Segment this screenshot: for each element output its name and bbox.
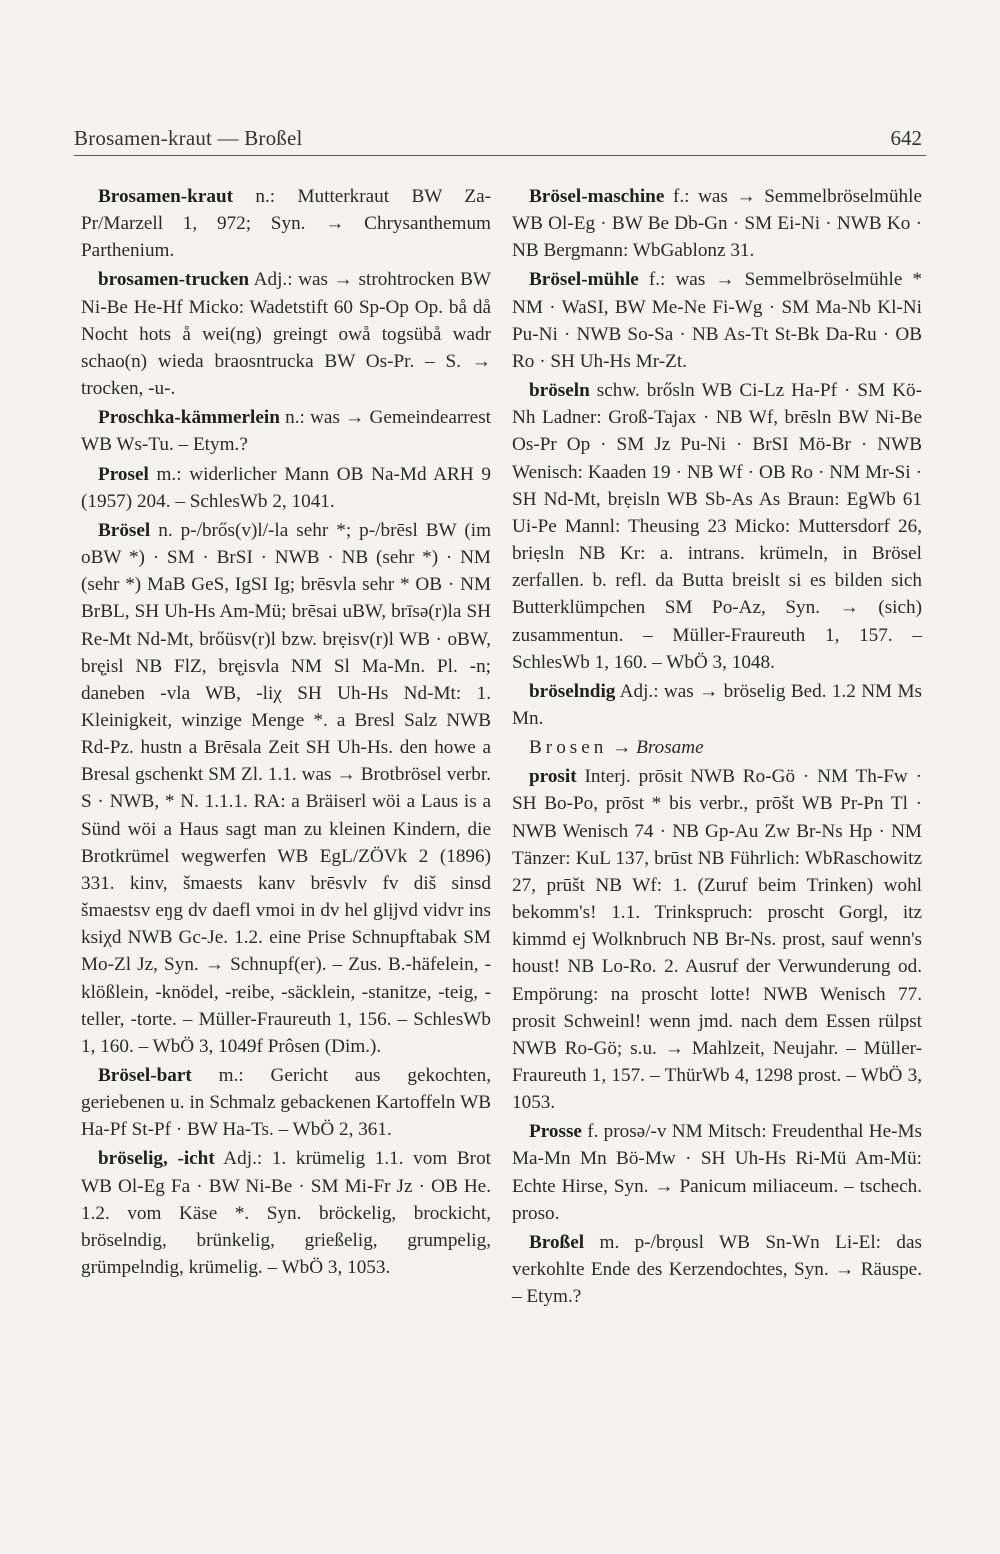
- right-column: [512, 183, 922, 1312]
- headword: Prosse: [529, 1121, 582, 1143]
- entry-text: Interj. prōsit NWB Ro-Gö · NM Th-Fw · SH Bo-Po, prōst * bis verbr., prōšt WB Pr-Pn Tl · NWB Wenisch 74 · NB Gp-Au Zw Br-Ns Hp · NM Tänzer: KuL 137, brūst NB Führlich: WbRaschowitz 27, prūšt NB Wf: 1. (Zuruf beim Trinken) wohl bekomm's! 1.1. Trinkspruch: proscht Gorgl, itz kimmd ej Wolknbruch NB Br-Ns. prost, sauf wenn's houst! NB Lo-Ro. 2. Ausruf der Verwunderung od. Empörung: na proscht lotte! NWB Wenisch 77. prosit Schweinl! wenn jmd. nach dem Essen rülpst NWB Ro-Gö; s.u. → Mahlzeit, Neujahr. – Müller-Fraureuth 1, 157. – ThürWb 4, 1298 prost. – WbÖ 3, 1053.: [512, 766, 922, 1114]
- entry-text: f.: was → Semmelbröselmühle * NM · WaSI, BW Me-Ne Fi-Wg · SM Ma-Nb Kl-Ni Pu-Ni · NWB So-Sa · NB As-Tt St-Bk Da-Ru · OB Ro · SH Uh-Hs Mr-Zt.: [512, 269, 922, 372]
- headword: Prosel: [98, 463, 149, 485]
- entry: [81, 1062, 491, 1143]
- entry: [512, 183, 922, 264]
- page-header: [74, 126, 926, 156]
- headword: prosit: [529, 766, 577, 788]
- entry: [81, 266, 491, 402]
- entry-text: f. prosə/-v NM Mitsch: Freudenthal He-Ms Ma-Mn Mn Bö-Mw · SH Uh-Hs Ri-Mü Am-Mü: Echte Hirse, Syn. → Panicum miliaceum. – tschech. proso.: [512, 1121, 922, 1224]
- entry-text: n. p-/brős(v)l/-la sehr *; p-/brēsl BW (im oBW *) · SM · BrSI · NWB · NB (sehr *) · NM (sehr *) MaB GeS, IgSI Ig; brēsvla sehr * OB · NM BrBL, SH Uh-Hs Am-Mü; brēsai uBW, brīsə(r)la SH Re-Mt Nd-Mt, brőüsv(r)l bzw. brẹisv(r)l WB · oBW, brę̣isl NB FlZ, brę̣isvla NM Sl Ma-Mn. Pl. -n; daneben -vla WB, -liχ SH Uh-Hs Nd-Mt: 1. Kleinigkeit, winzige Menge *. a Bresl Salz NWB Rd-Pz. hustn a Brēsala Zeit SH Uh-Hs. den howe a Bresal gschenkt SM Zl. 1.1. was → Brotbrösel verbr. S · NWB, * N. 1.1.1. RA: a Bräiserl wöi a Laus is a Sünd wöi a Haus sagt man zu kleinen Kindern, die Brotkrümel wegwerfen WB EgL/ZÖVk 2 (1896) 331. kinv, šmaests kanv brēsvlv fv diš sinsd šmaestsv eŋg dv daefl vmoi in dv hel glịjvd vidvr ins ksiχd NWB Gc-Je. 1.2. eine Prise Schnupftabak SM Mo-Zl Jz, Syn. → Schnupf(er). – Zus. B.-häfelein, -klößlein, -knödel, -reibe, -säcklein, -stanitze, -teig, -teller, -torte. – Müller-Fraureuth 1, 156. – SchlesWb 1, 160. – WbÖ 3, 1049f Prôsen (Dim.).: [81, 519, 491, 1057]
- entry-text: f.: was → Semmelbröselmühle WB Ol-Eg · BW Be Db-Gn · SM Ei-Ni · NWB Ko · NB Bergmann: WbGablonz 31.: [512, 186, 922, 262]
- left-column: [81, 183, 491, 1283]
- entry: [512, 1229, 922, 1310]
- entry: [512, 763, 922, 1116]
- headword: Broßel: [529, 1231, 585, 1253]
- entry-text: Adj.: was → strohtrocken BW Ni-Be He-Hf Micko: Wadetstift 60 Sp-Op Op. bå då Nocht hots å wei(ng) greingt owå togsübå wadr schao(n) wieda braosntrucka BW Os-Pr. – S. → trocken, -u-.: [81, 269, 491, 400]
- header-rule: [74, 155, 926, 156]
- headword: bröseln: [529, 380, 590, 402]
- headword: Brösel-maschine: [529, 186, 665, 207]
- entry: [81, 517, 491, 1060]
- entry-text: m.: Gericht aus gekochten, geriebenen u. in Schmalz gebackenen Kartoffeln WB Ha-Pf St-Pf · BW Ha-Ts. – WbÖ 2, 361.: [81, 1065, 491, 1141]
- entry: [512, 678, 922, 732]
- entry-text: n.: Mutterkraut BW Za-Pr/Marzell 1, 972; Syn. → Chrysanthemum Parthenium.: [81, 186, 491, 262]
- entry: [81, 183, 491, 264]
- entry-text: Adj.: 1. krümelig 1.1. vom Brot WB Ol-Eg Fa · BW Ni-Be · SM Mi-Fr Jz · OB He. 1.2. vom Käse *. Syn. bröckelig, brockicht, bröselndig, brünkelig, grießelig, grumpelig, grümpelndig, krümelig. – WbÖ 3, 1053.: [81, 1148, 491, 1279]
- headword: bröselig, -icht: [98, 1148, 215, 1170]
- headword: Proschka-kämmerlein: [98, 407, 280, 429]
- entry: [81, 404, 491, 458]
- headword: Brösel-mühle: [529, 269, 639, 291]
- entry-text: m.: widerlicher Mann OB Na-Md ARH 9 (1957) 204. – SchlesWb 2, 1041.: [81, 463, 491, 512]
- headword: brosamen-trucken: [98, 269, 250, 291]
- cross-reference: [512, 734, 922, 761]
- reference-word: Brosen: [529, 737, 608, 759]
- entry: [81, 1145, 491, 1281]
- headword: Brösel-bart: [98, 1065, 192, 1086]
- entry-text: schw. brősln WB Ci-Lz Ha-Pf · SM Kö-Nh Ladner: Groß-Tajax · NB Wf, brēsln BW Ni-Be Os-Pr Op · SM Jz Pu-Ni · BrSI Mö-Br · NWB Wenisch: Kaaden 19 · NB Wf · OB Ro · NM Mr-Si · SH Nd-Mt, brẹisln WB Sb-As As Braun: EgWb 61 Ui-Pe Mannl: Theusing 23 Micko: Muttersdorf 26, briẹsln NB Kr: a. intrans. krümeln, in Brösel zerfallen. b. refl. da Butta breislt si es bilden sich Butterklümpchen SM Po-Az, Syn. → (sich) zusammentun. – Müller-Fraureuth 1, 157. – SchlesWb 1, 160. – WbÖ 3, 1048.: [512, 380, 922, 673]
- entry: [512, 266, 922, 375]
- entry: [512, 1118, 922, 1227]
- reference-target: → Brosame: [612, 737, 704, 759]
- page-number: 642: [890, 126, 922, 150]
- entry-text: m. p-/brọusl WB Sn-Wn Li-El: das verkohlte Ende des Kerzendochtes, Syn. → Räuspe. – Etym.?: [512, 1231, 922, 1308]
- entry: [512, 377, 922, 676]
- headword: Brosamen-kraut: [98, 186, 234, 207]
- headword: bröselndig: [529, 680, 616, 702]
- entry: [81, 461, 491, 515]
- running-head: Brosamen-kraut — Broßel: [74, 126, 303, 150]
- entry-text: n.: was → Gemeindearrest WB Ws-Tu. – Etym.?: [81, 407, 491, 456]
- headword: Brösel: [98, 519, 151, 541]
- entry-text: Adj.: was → bröselig Bed. 1.2 NM Ms Mn.: [512, 680, 922, 729]
